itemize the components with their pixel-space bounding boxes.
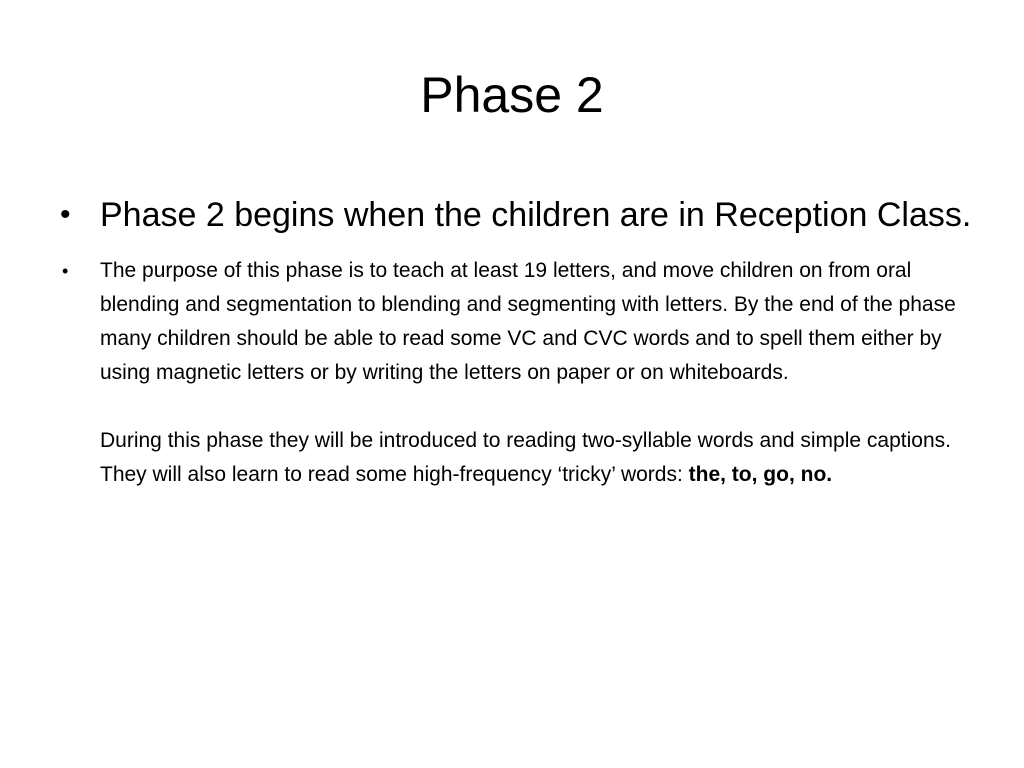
slide-title: Phase 2 xyxy=(420,67,604,123)
bullet-text: Phase 2 begins when the children are in Reception Class. xyxy=(100,196,972,234)
introduction-text: During this phase they will be introduced to reading two-syllable words and simple captions. They will also learn to read some high-frequency ‘tricky’ words: xyxy=(100,429,951,486)
bullet-icon: • xyxy=(62,261,69,281)
purpose-paragraph: The purpose of this phase is to teach at least 19 letters, and move children on from oral blending and segmentation to blending and segmenting with letters. By the end of the phase many children should be able to read some VC and CVC words and to spell them either by using magnetic letters or by writing the letters on paper or on whiteboards. xyxy=(100,259,956,384)
bullet-item-purpose xyxy=(56,254,976,492)
slide-content xyxy=(56,188,976,492)
bullet-icon: • xyxy=(60,198,71,231)
bullet-item-reception-class xyxy=(56,188,976,242)
introduction-paragraph xyxy=(100,424,976,492)
tricky-words: the, to, go, no. xyxy=(688,463,833,486)
